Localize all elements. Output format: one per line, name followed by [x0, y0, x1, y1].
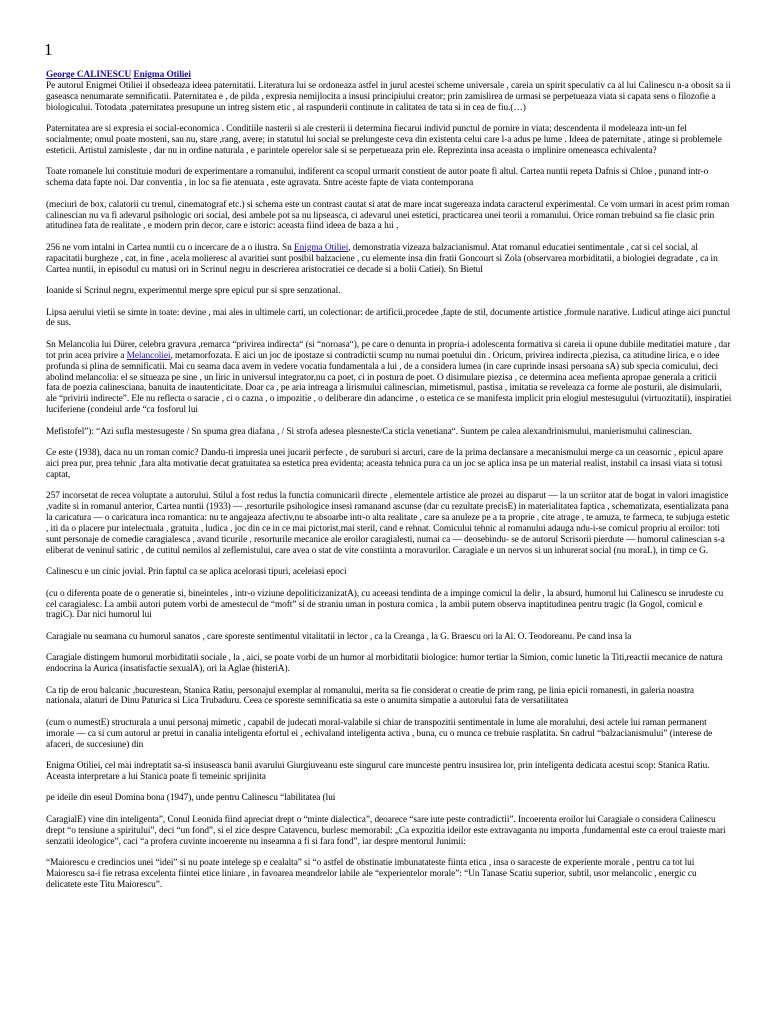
paragraph-15: Caragiale distingem humorul morbiditatii sociale , la , aici, se poate vorbi de un humor al morbiditatii biologice: humor tertiar la Simion, comic lunetic la Titi,reactii mecanice de natura endocrina la Aurica (insatisfactie sexualA), ori la Aglae (histeriA). — [46, 653, 723, 675]
paragraph-20: CaragialE) vine din inteligenta”, Conul Leonida fiind apreciat drept o “minte dialectica”, deoarece “sare iute peste contradictii”. Incoerenta eroilor lui Caragiale o considera Calinescu drept “o tensiune a spiritului”, deci “un fond”, si el zice despre Catavencu, burlesc memorabil: „Ca expozitia ideilor este extravaganta nu importa ,fundamental este ca eroul traieste mari senzatii ideologice”, caci “a profera cuvinte incoerente nu inseamna a fi si fara fond”, iar despre mentorul Junimii: — [46, 814, 726, 847]
paragraph-4: (meciuri de box, calatorii cu trenul, cinematograf etc.) si schema este un contrast cautat si atat de mare incat sugereaza indata caracterul experimental. Ce vom urmari in acest prim roman calinescian nu va fi adevarul psihologic ori social, desi ambele pot sa nu lipseasca, ci adevarul unei estetici, practicarea unei teorii a romanului. Orice roman trebuind sa fie clasic prin atitudinea fata de realitate , e modern prin decor, care e istoric: aceasta fiind ideea de baza a lui , — [46, 199, 730, 232]
paragraph-7: Lipsa aerului vietii se simte in toate: devine , mai ales in ultimele carti, un colectionar: de artificii,procedee ,fapte de stil, documente artistice ,formule narative. Ludicul atinge aici punctul de sus. — [46, 307, 731, 329]
paragraph-11: 257 incorsetat de recea voluptate a autorului. Stilul a fost redus la functia comunicarii directe , elementele artistice ale prozei au disparut — la un scriitor atat de bogat in valori imagistice ,vadite si in romanul anterior, Cartea nuntii (1933) — ,resorturile psihologice insesi ramanand ascunse (dar cu rezultate precisE) in materialitatea faptica , schematizata, esentializata pana la caricatura — o caricatura inca romantica: nu te angajeaza afectiv,nu te absoarbe intr-o alta realitate , care sa anuleze pe a ta proprie , cite atrage , te amuza, te farmeca, te subjuga estetic , iti da o placere pur intelectuala , gratuita , ludica , joc din ce in ce mai pictorist,mai steril, cand e rehnat. Comicului tehnic al romanului adauga ndu-i-se comicul propriu al eroilor: toti sunt personaje de comedie caragialesca , avand ticurile , resorturile mecanice ale eroilor caragialesti, numai ca — deosebindu- se de autorul Scrisorii pierdute — humorul calinescian s-a eliberat de veninul satiric , de cutitul nemilos al zeflemistului, care avea o stat de vite constiinta a moravurilor. Caragiale e un nervos si un inhurerat social (nu moraL), in timp ce G. — [46, 491, 730, 556]
page-number: 1 — [44, 40, 53, 59]
paragraph-9: Mefistofel”): “Azi sufla mestesugeste / Sn spuma grea diafana , / Si strofa adesea plesneste/Ca sticla venetiana“. Suntem pe calea alexandrinismului, manierismului calinescian. — [46, 426, 692, 437]
work-title-link[interactable]: Enigma Otiliei — [133, 70, 191, 80]
paragraph-8 — [46, 340, 732, 416]
paragraph-2: Paternitatea are si expresia ei social-economica . Conditiile nasterii si ale cresterii ii determina fiecarui individ punctul de pornire in viata; descendenta il modeleaza intr-un fel socialmente; omul poate mosteni, sau nu, stare ,rang, avere; in statutul lui social se prelungeste ceva din existenta celui care l-a adus pe lume . Ideea de paternitate , atinge si problemele esteticii. Artistul zamisleste , dar nu in ordine naturala , e parintele operelor sale si se perpetueaza prin ele. Reprezinta insa aceasta o implinire omeneasca echivalenta? — [46, 124, 722, 156]
document-body — [46, 70, 732, 901]
melancoliei-link[interactable]: Melancoliei — [126, 350, 171, 361]
enigma-otiliei-link[interactable]: Enigma Otiliei — [293, 242, 349, 253]
paragraph-10: Ce este (1938), daca nu un roman comic? Dandu-ti impresia unei jucarii perfecte , de suruburi si arcuri, care de la prima declansare a mecanismului merge ca un ceasornic , epicul apare aici prea pur, prea tehnic ,fara alta motivatie decat gratuitatea sa estetica prea evidenta; aceasta tehnica pura ca un joc se aplica insa pe un material realist, instabil ca insasi viata si totusi captat, — [46, 448, 724, 480]
author-link[interactable]: George CALINESCU — [46, 70, 132, 80]
paragraph-3: Toate romanele lui constituie moduri de experimentare a romanului, indiferent ca scopul urmarit constient de autor poate fi altul. Cartea nuntii repeta Dafnis si Chloe , punand intr-o schema data fapte noi. Dar conventia , in loc sa fie atenuata , este agravata. Sntre aceste fapte de viata contemporana — [46, 167, 709, 189]
paragraph-5-text-a: 256 ne vom intalni in Cartea nuntii cu o incercare de a o ilustra. Sn — [46, 242, 294, 253]
paragraph-18: Enigma Otiliei, cel mai indreptatit sa-si insuseasca banii avarului Giurgiuveanu este singurul care munceste pentru insusirea lor, prin inteligenta dedicata acestui scop: Stanica Ratiu. Aceasta interpretare a lui Stanica poate fi temeinic sprijinita — [46, 761, 710, 782]
paragraph-5 — [46, 243, 732, 276]
paragraph-8-text-b: , metamorfozata. E aici un joc de ipostaze si contradictii scump nu numai poetului din . Oricum, privirea indirecta ,piezisa, ca atitudine lirica, e o idee profunda si plina de semnificatii. Mai cu seama daca avem in vedere vocatia fundamentala a lui , de a considera lumea (in care cuprinde insasi persoana sA) sub specia comicului, deci abolind melancolia: el se situeaza pe sine , un liric in universul integrator,nu ca poet, ci in postura de poet. O disimulare piezisa , ce determina acea mefienta apropae generala a criticii fata de poezia calinesciana, banuita de inautenticitate. Doar ca , pe aria intreaga a lirismului calinescian, mimetismul, pastisa , imitatia se reveleaza ca forme ale posturii, ale disimularii, ale “privirii indirecte”. Ele nu reflecta o saracie , ci o cazna , o impozitie , o deliberare din adancime , o estetica ce se manifesta implicit prin elogiul mestesugului (virtuozitatii), inspiratiei luciferiene (condeiul arde “ca fosforul lui — [46, 350, 732, 416]
paragraph-17: (cum o numestE) structurala a unui personaj mimetic , capabil de judecati moral-valabile si chiar de transpozitii sentimentale in lume ale moralului, desi actele lui raman permanent imorale — ca si cum autorul ar pretui in canalia inteligenta efortul ei , echivaland inteligenta activa , buna, cu o munca ce trebuie rasplatita. Sn cadrul “balzacianismului” (interese de afaceri, de succesiune) din — [46, 717, 713, 750]
paragraph-1: Pe autorul Enigmei Otiliei il obsedeaza ideea paternitatii. Literatura lui se ordoneaza astfel in jurul acestei scheme universale , careia un spirit speculativ ca al lui Calinescu n-a obosit sa ii gaseasca nenumarate semnificatii. Paternitatea e , de pilda , expresia nemijlocita a insusi principiului creator; prin zamislirea de urmasi se perpetueaza viata si capata sens o filozofie a biologicului. Totodata ,paternitatea presupune un intreg sistem etic , al raspunderii continute in calitatea de tata si in cea de fiu.(…) — [46, 80, 731, 113]
paragraph-21: “Maiorescu e credincios unei “idei” si nu poate intelege sp e cealalta” si “o astfel de obstinatie imbunatateste fiinta etica , insa o saraceste de experiente morale , pentru ca tot lui Maiorescu sa-i fie retrasa excelenta fiintei etice liniare , in favoarea meandrelor labile ale “experientelor morale”: “Un Tanase Scatiu superior, subtil, usor melancolic , energic cu delicatete este Titu Maiorescu”. — [46, 858, 697, 890]
paragraph-14: Caragiale nu seamana cu humorul sanatos , care sporeste sentimentul vitalitatii in lector , ca la Creanga , la G. Braescu ori la Al. O. Teodoreanu. Pe cand insa la — [46, 631, 632, 642]
paragraph-13: (cu o diferenta poate de o generatie si, bineinteles , intr-o viziune depoliticizanizatA), cu aceeasi tendinta de a impinge comicul la delir , la absurd, humorul lui Calinescu se inrudeste cu cel caragialesc. La ambii autori putem vorbi de amestecul de “moft” si de straniu uman in postura comica , la ambii putem observa inaptitudinea pentru tragic (la Gogol, comicul e tragiC). Dar nici humorul lui — [46, 588, 724, 621]
paragraph-6: Ioanide si Scrinul negru, experimentul merge spre epicul pur si spre senzational. — [46, 286, 341, 297]
document-title — [46, 70, 732, 81]
paragraph-12: Calinescu e un cinic jovial. Prin faptul ca se aplica acelorasi tipuri, aceleiasi epoci — [46, 567, 347, 578]
paragraph-16: Ca tip de erou balcanic ,bucurestean, Stanica Ratiu, personajul exemplar al romanului, merita sa fie considerat o creatie de prim rang, pe linia epicii romanesti, in galeria noastra nationala, alaturi de Dinu Paturica si Lica Trubaduru. Ceea ce sporeste semnificatia sa este o anumita simpatie a autorului fata de versatilitatea — [46, 685, 694, 707]
paragraph-8-text-a: Sn Melancolia lui Dürer, celebra gravura ,remarca “privirea indirecta“ (si “noroasa“), pe care o denunta in propria-i adolescenta formativa si careia ii opune dubiile meditatiei mature , dar tot prin acea privire a — [46, 339, 731, 361]
paragraph-19: pe ideile din eseul Domina bona (1947), unde pentru Calinescu “labilitatea (lui — [46, 793, 336, 804]
paragraph-5-text-b: , demonstratia vizeaza balzacianismul. Atat romanul educatiei sentimentale , cat si cel social, al rapacitatii burgheze , cat, in fine , acela molieresc al avaritiei sunt posibil balzaciene , cu elemente insa din fratii Goncourt si Zola (observarea morbiditatii, a biologiei degradate , ca in Cartea nuntii, in episodul cu matusi ori in Scrinul negru in descrierea aristocratiei ce decade si a bolii Catiei). Sn Bietul — [46, 242, 718, 275]
